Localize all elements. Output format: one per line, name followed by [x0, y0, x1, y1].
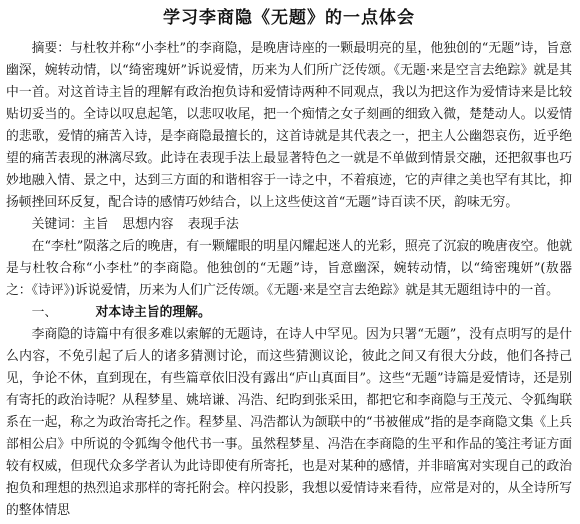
- abstract-paragraph: 摘要：与杜牧并称“小李杜”的李商隐，是晚唐诗座的一颗最明亮的星，他独创的“无题”诗，旨意幽深，婉转动情，以“绮密瑰妍”诉说爱情，历来为人们所广泛传颂。《无题·来是空言去绝踪》就是其中一首。对这首诗主旨的理解有政治抱负诗和爱情诗两种不同观点，我以为把这作为爱情诗来是比较贴切妥当的。全诗以叹息起笔，以悲叹收尾，把一个痴情之女子刻画的细致入微，楚楚动人。以爱情的悲歌，爱情的痛苦入诗，是李商隐最擅长的，这首诗就是其代表之一，把主人公幽怨哀伤，近乎绝望的痛苦表现的淋漓尽致。此诗在表现手法上最显著特色之一就是不单做到情景交融，还把叙事也巧妙地融入情、景之中，达到三方面的和谐相容于一诗之中，不着痕迹，它的声律之美也罕有其比，抑扬顿挫回环反复，配合诗的感情巧妙结合，以上这些使这首“无题”诗百读不厌，韵味无穷。: [6, 41, 572, 210]
- keyword-item: 思想内容: [122, 217, 174, 232]
- intro-paragraph: 在“李杜”陨落之后的晚唐，有一颗耀眼的明星闪耀起迷人的光彩，照亮了沉寂的晚唐夜空。他就是与杜牧合称“小李杜”的李商隐。他独创的“无题”诗，旨意幽深，婉转动情，以“绮密瑰妍”(敖器之：《诗评》)诉说爱情，历来为人们广泛传颂。《无题·来是空言去绝踪》就是其无题组诗中的一首。: [6, 239, 572, 298]
- keywords-label: 关键词：主旨: [31, 217, 109, 232]
- section-body-paragraph: 李商隐的诗篇中有很多难以索解的无题诗，在诗人中罕见。因为只署“无题”，没有点明写的是什么内容，不免引起了后人的诸多猜测讨论，而这些猜测议论，彼此之间又有很大分歧，他们各持己见，争论不休，直到现在，有些篇章依旧没有露出“庐山真面目”。这些“无题”诗篇是爱情诗，还是别有寄托的政治诗呢？从程梦星、姚培谦、冯浩、纪昀到张采田，都把它和李商隐与王茂元、令狐绹联系在一起，称之为政治寄托之作。程梦星、冯浩都认为颌联中的“书被催成”指的是李商隐文集《上兵部相公启》中所说的令狐绹令他代书一事。虽然程梦星、冯浩在李商隐的生平和作品的笺注考证方面较有权威，但现代众多学者认为此诗即使有所寄托，也是对某种的感情，并非暗寓对实现自己的政治抱负和理想的热烈追求那样的寄托附会。梓闪投影，我想以爱情诗来看待，应常是对的，从全诗所写的整体情思: [6, 327, 572, 518]
- section-title: 对本诗主旨的理解。: [95, 305, 211, 320]
- keywords-line: [6, 214, 572, 236]
- section-number: 一、: [31, 305, 58, 320]
- section-heading: [6, 302, 572, 324]
- keyword-item: 表现手法: [187, 217, 239, 232]
- document-title: 学习李商隐《无题》的一点体会: [163, 8, 415, 28]
